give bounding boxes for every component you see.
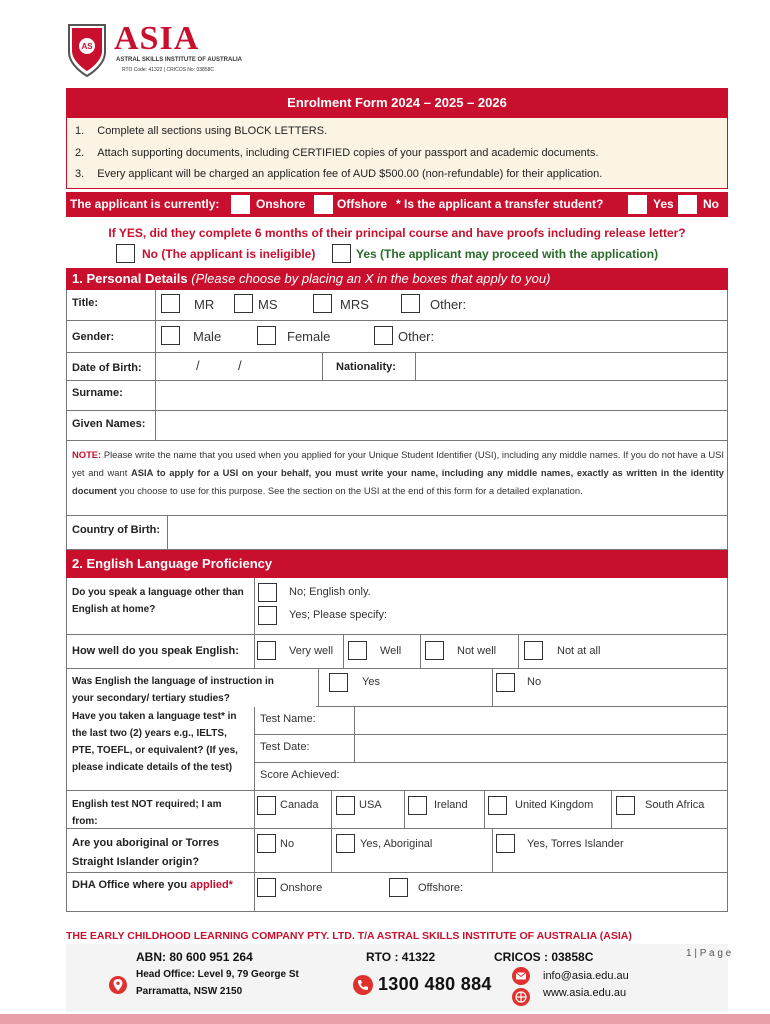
given-names-label: Given Names:	[72, 418, 146, 430]
divider	[331, 828, 332, 872]
south-africa-checkbox[interactable]	[616, 796, 635, 815]
not-well-checkbox[interactable]	[425, 641, 444, 660]
transfer-yes-label: Yes	[653, 197, 674, 211]
gender-male-checkbox[interactable]	[161, 326, 180, 345]
transfer-yes-checkbox[interactable]	[628, 195, 647, 214]
test-name-input[interactable]	[355, 707, 727, 733]
usi-note	[72, 446, 724, 500]
not-well-label: Not well	[457, 645, 497, 657]
divider	[66, 828, 728, 829]
divider	[404, 790, 405, 828]
aboriginal-yes-checkbox[interactable]	[336, 834, 355, 853]
instruction-num: 3.	[75, 168, 85, 180]
eligible-label: Yes (The applicant may proceed with the application)	[356, 247, 659, 261]
transfer-no-checkbox[interactable]	[678, 195, 697, 214]
instruction-num: 2.	[75, 147, 85, 159]
divider	[492, 828, 493, 872]
divider	[420, 634, 421, 668]
language-test-question: Have you taken a language test* in the last two (2) years e.g., IELTS, PTE, TOEFL, or equivalent? (If yes, please indicate details of the test)	[72, 711, 238, 773]
divider	[331, 790, 332, 828]
other-language-label: Yes; Please specify:	[289, 609, 388, 621]
transfer-no-label: No	[703, 197, 719, 211]
speak-english-question: How well do you speak English:	[72, 645, 239, 657]
instruction-text: Every applicant will be charged an application fee of AUD $500.00 (non-refundable) for their application.	[97, 168, 603, 180]
dob-separator: /	[238, 358, 242, 373]
svg-text:AS: AS	[81, 42, 93, 51]
instruction-yes-label: Yes	[362, 676, 380, 688]
applicant-status-bar	[66, 192, 728, 217]
test-date-label: Test Date:	[260, 741, 310, 753]
instruction-no-checkbox[interactable]	[496, 673, 515, 692]
divider	[66, 320, 728, 321]
surname-input[interactable]	[156, 381, 727, 409]
onshore-label: Onshore	[256, 197, 306, 211]
form-title: Enrolment Form 2024 – 2025 – 2026	[287, 95, 507, 110]
footer-phone: 1300 480 884	[378, 974, 492, 994]
country-of-birth-input[interactable]	[168, 516, 727, 549]
instruction-2	[75, 147, 598, 159]
logo-text: ASIA	[114, 20, 200, 57]
section1-subtitle: (Please choose by placing an X in the boxes that apply to you)	[191, 271, 551, 286]
surname-label: Surname:	[72, 387, 123, 399]
gender-male-label: Male	[193, 329, 222, 344]
nationality-label: Nationality:	[336, 361, 396, 373]
score-achieved-input[interactable]	[355, 763, 727, 789]
transfer-note	[66, 217, 728, 267]
transfer-question: * Is the applicant a transfer student?	[396, 197, 604, 211]
divider	[492, 668, 493, 706]
instruction-yes-checkbox[interactable]	[329, 673, 348, 692]
language-question: Do you speak a language other than English at home?	[72, 587, 244, 615]
note-bold-text: ASIA to apply for a USI on your behalf, you must write your name, including any middle names, exactly as written in the identity document	[72, 467, 724, 496]
globe-icon	[511, 987, 531, 1007]
footer-abn: ABN: 80 600 951 264	[136, 950, 253, 964]
country-of-birth-label: Country of Birth:	[72, 524, 160, 536]
page-number: 1 | P a g e	[686, 948, 732, 959]
divider	[518, 634, 519, 668]
title-mrs-checkbox[interactable]	[313, 294, 332, 313]
offshore-label: Offshore	[337, 197, 388, 211]
instruction-text: Attach supporting documents, including CERTIFIED copies of your passport and academic documents.	[97, 147, 599, 159]
note-text: you choose to use for this purpose. See the section on the USI at the end of this form for a detailed explanation.	[116, 485, 583, 496]
note-text: Please write the name that you used when you applied for your Unique Student Identifier (USI), including any middle names. If you do not have a USI yet and want	[72, 449, 724, 478]
footer-red-stripe	[0, 1014, 770, 1024]
divider	[66, 668, 728, 669]
gender-other-checkbox[interactable]	[374, 326, 393, 345]
dha-onshore-label: Onshore	[280, 882, 323, 894]
logo	[66, 20, 242, 80]
dha-onshore-checkbox[interactable]	[257, 878, 276, 897]
instructions-box	[66, 117, 728, 189]
note-label: NOTE:	[72, 449, 102, 460]
instruction-text: Complete all sections using BLOCK LETTERS.	[97, 125, 328, 137]
footer-website[interactable]: www.asia.edu.au	[543, 987, 627, 999]
dob-input[interactable]	[155, 352, 323, 380]
very-well-label: Very well	[289, 645, 334, 657]
instruction-language-question: Was English the language of instruction in your secondary/ tertiary studies?	[72, 673, 282, 707]
instruction-1	[75, 125, 327, 137]
torres-islander-label: Yes, Torres Islander	[527, 838, 624, 850]
gender-female-checkbox[interactable]	[257, 326, 276, 345]
footer-rto: RTO : 41322	[366, 950, 436, 964]
ireland-checkbox[interactable]	[408, 796, 427, 815]
instruction-3	[75, 168, 602, 180]
applicant-status-label: The applicant is currently:	[70, 197, 220, 211]
section1-header	[66, 268, 728, 290]
divider	[318, 668, 319, 706]
title-mrs-label: MRS	[340, 297, 369, 312]
phone-icon	[352, 974, 374, 996]
aboriginal-question: Are you aboriginal or Torres Straight Islander origin?	[72, 837, 220, 868]
very-well-checkbox[interactable]	[257, 641, 276, 660]
instruction-num: 1.	[75, 125, 85, 137]
well-label: Well	[380, 645, 402, 657]
given-names-input[interactable]	[156, 411, 727, 439]
divider	[66, 634, 728, 635]
footer-address-line2: Parramatta, NSW 2150	[136, 986, 243, 997]
not-at-all-checkbox[interactable]	[524, 641, 543, 660]
united-kingdom-label: United Kingdom	[515, 799, 594, 811]
ineligible-checkbox[interactable]	[116, 244, 135, 263]
canada-label: Canada	[280, 799, 319, 811]
aboriginal-no-label: No	[280, 838, 295, 850]
footer-address-line1: Head Office: Level 9, 79 George St	[136, 969, 299, 980]
title-other-label: Other:	[430, 297, 467, 312]
form-title-bar	[66, 88, 728, 117]
title-mr-label: MR	[194, 297, 215, 312]
well-checkbox[interactable]	[348, 641, 367, 660]
usa-label: USA	[359, 799, 382, 811]
section2-title: 2. English Language Proficiency	[72, 556, 273, 571]
gender-female-label: Female	[287, 329, 331, 344]
eligible-checkbox[interactable]	[332, 244, 351, 263]
gender-label: Gender:	[72, 331, 115, 343]
divider	[66, 440, 728, 441]
other-language-checkbox[interactable]	[258, 606, 277, 625]
aboriginal-no-checkbox[interactable]	[257, 834, 276, 853]
not-at-all-label: Not at all	[557, 645, 601, 657]
test-date-input[interactable]	[355, 735, 727, 761]
dha-offshore-label: Offshore:	[418, 882, 464, 894]
dob-label: Date of Birth:	[72, 362, 142, 374]
united-kingdom-checkbox[interactable]	[488, 796, 507, 815]
aboriginal-yes-label: Yes, Aboriginal	[360, 838, 433, 850]
english-only-checkbox[interactable]	[258, 583, 277, 602]
gender-other-label: Other:	[398, 329, 435, 344]
dha-office-text: DHA Office where you	[72, 879, 191, 891]
usa-checkbox[interactable]	[336, 796, 355, 815]
english-only-label: No; English only.	[289, 586, 371, 598]
section2-header	[66, 550, 728, 578]
location-pin-icon	[108, 975, 128, 997]
dob-separator: /	[196, 358, 200, 373]
divider	[611, 790, 612, 828]
dha-office-red-text: applied*	[190, 879, 233, 891]
instruction-no-label: No	[527, 676, 542, 688]
score-achieved-label: Score Achieved:	[260, 769, 340, 781]
title-mr-checkbox[interactable]	[161, 294, 180, 313]
south-africa-label: South Africa	[645, 799, 705, 811]
title-other-checkbox[interactable]	[401, 294, 420, 313]
transfer-note-question: If YES, did they complete 6 months of their principal course and have proofs including release letter?	[108, 226, 686, 240]
footer-company: THE EARLY CHILDHOOD LEARNING COMPANY PTY. LTD. T/A ASTRAL SKILLS INSTITUTE OF AUSTRALIA (ASIA)	[66, 930, 632, 942]
offshore-checkbox[interactable]	[314, 195, 333, 214]
divider	[66, 872, 728, 873]
divider	[484, 790, 485, 828]
section1-title: 1. Personal Details	[72, 271, 188, 286]
test-not-required-question: English test NOT required; I am from:	[72, 799, 222, 827]
title-ms-checkbox[interactable]	[234, 294, 253, 313]
ireland-label: Ireland	[434, 799, 468, 811]
onshore-checkbox[interactable]	[231, 195, 250, 214]
dha-office-question	[72, 879, 233, 891]
logo-subtitle: ASTRAL SKILLS INSTITUTE OF AUSTRALIA	[116, 57, 242, 63]
canada-checkbox[interactable]	[257, 796, 276, 815]
title-label: Title:	[72, 297, 99, 309]
footer-email[interactable]: info@asia.edu.au	[543, 970, 629, 982]
dha-offshore-checkbox[interactable]	[389, 878, 408, 897]
shield-crest-icon	[66, 22, 108, 78]
torres-islander-checkbox[interactable]	[496, 834, 515, 853]
nationality-input[interactable]	[416, 353, 727, 379]
email-icon	[511, 966, 531, 986]
footer-cricos: CRICOS : 03858C	[494, 950, 594, 964]
divider	[343, 634, 344, 668]
ineligible-label: No (The applicant is ineligible)	[142, 247, 316, 261]
logo-codes: RTO Code: 41322 | CRICOS No: 03858C	[122, 67, 214, 73]
divider	[254, 578, 255, 912]
title-ms-label: MS	[258, 297, 278, 312]
test-name-label: Test Name:	[260, 713, 316, 725]
divider	[66, 790, 728, 791]
